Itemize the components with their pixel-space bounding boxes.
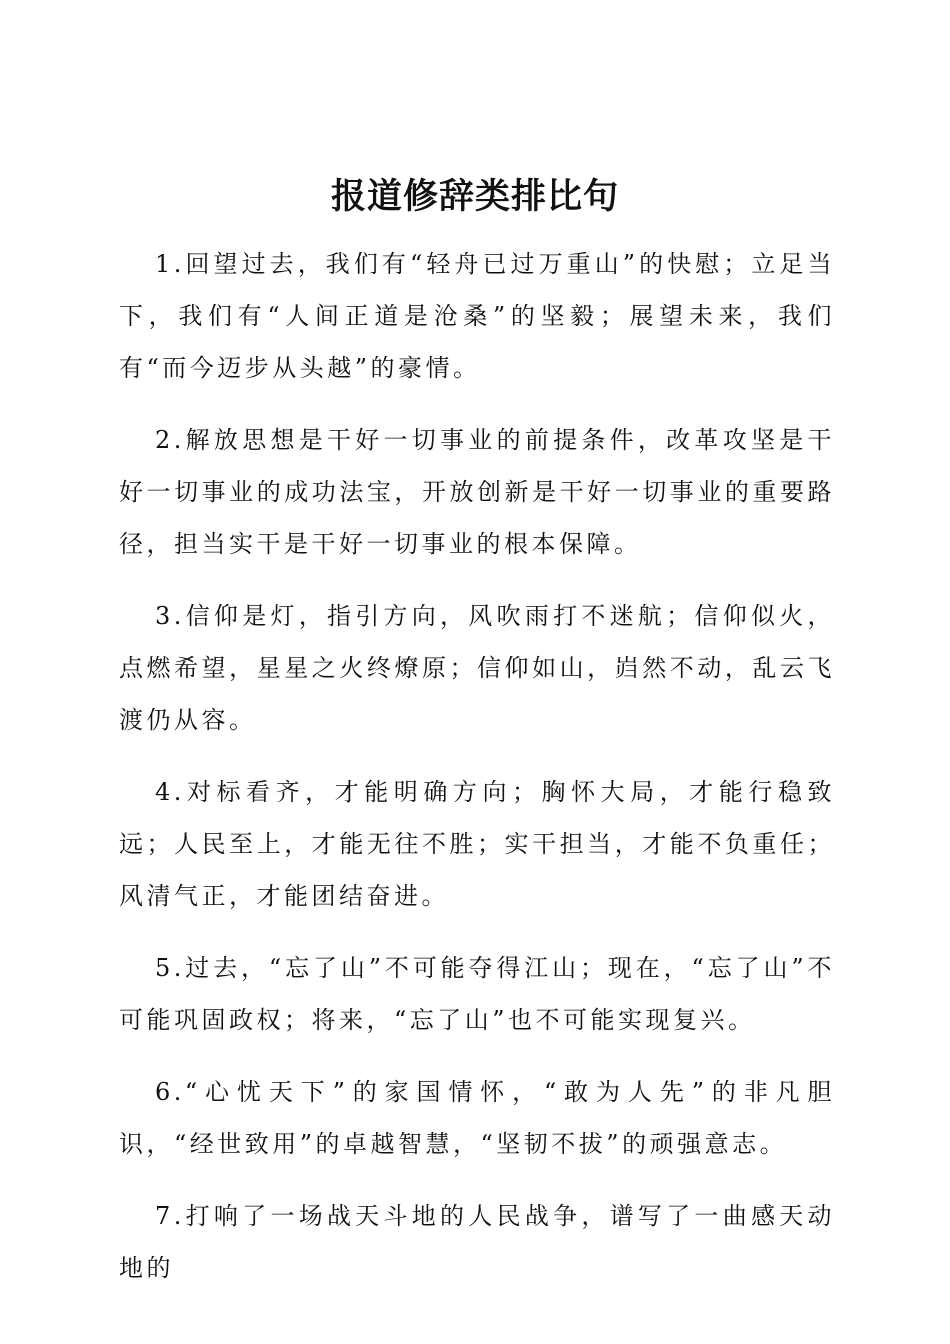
paragraph-2: 2.解放思想是干好一切事业的前提条件，改革攻坚是干好一切事业的成功法宝，开放创新是干好一切事业的重要路径，担当实干是干好一切事业的根本保障。: [119, 426, 835, 558]
paragraph-4: 4.对标看齐，才能明确方向；胸怀大局，才能行稳致远；人民至上，才能无往不胜；实干担当，才能不负重任；风清气正，才能团结奋进。: [119, 778, 835, 910]
paragraph-7: 7.打响了一场战天斗地的人民战争，谱写了一曲感天动地的: [119, 1202, 835, 1282]
paragraph-1: 1.回望过去，我们有“轻舟已过万重山”的快慰；立足当下，我们有“人间正道是沧桑”的坚毅；展望未来，我们有“而今迈步从头越”的豪情。: [119, 250, 835, 382]
paragraph-3: 3.信仰是灯，指引方向，风吹雨打不迷航；信仰似火，点燃希望，星星之火终燎原；信仰如山，岿然不动，乱云飞渡仍从容。: [119, 602, 835, 734]
paragraph-5: 5.过去，“忘了山”不可能夺得江山；现在，“忘了山”不可能巩固政权；将来，“忘了山”也不可能实现复兴。: [119, 954, 835, 1034]
paragraph-6: 6.“心忧天下”的家国情怀，“敢为人先”的非凡胆识，“经世致用”的卓越智慧，“坚韧不拔”的顽强意志。: [119, 1078, 835, 1158]
document-title: 报道修辞类排比句: [330, 177, 619, 217]
document-body: [119, 238, 835, 1314]
